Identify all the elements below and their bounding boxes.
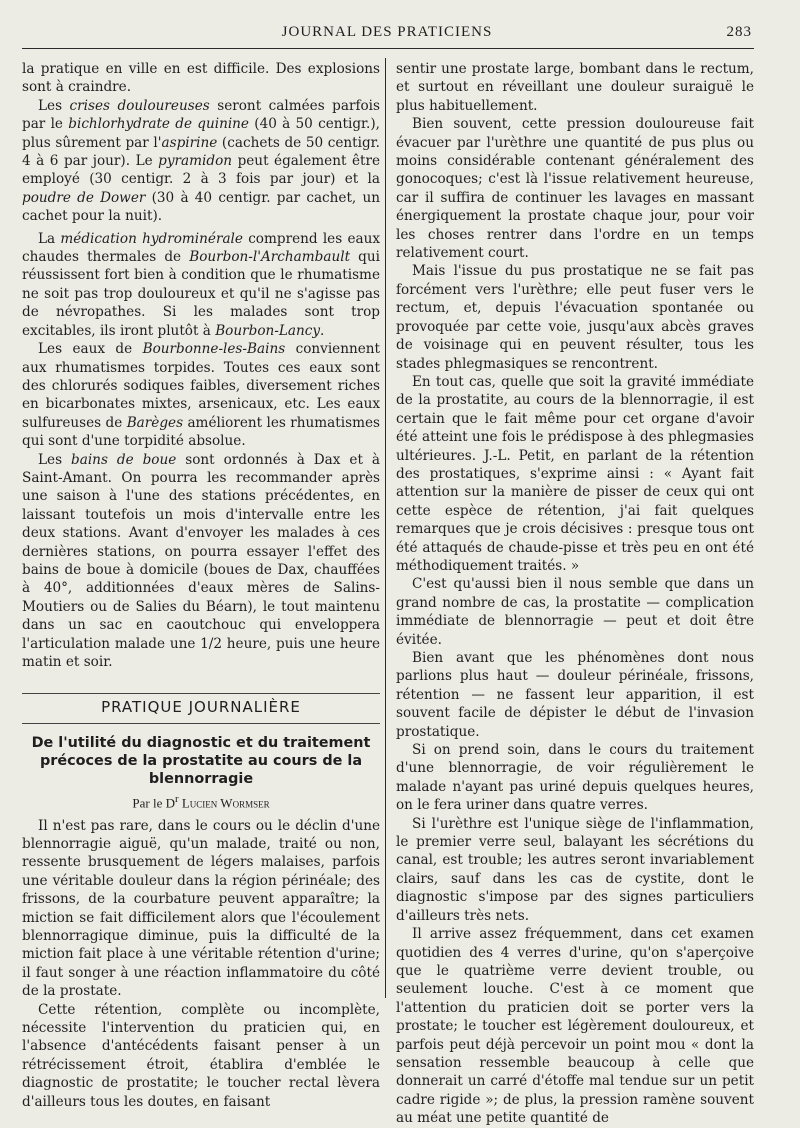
paragraph: Mais l'issue du pus prostatique ne se fait pas forcément vers l'urèthre; elle peut fuser vers le rectum, et, depuis l'évacuation spontanée ou provoquée par cette voie, jusqu'aux abcès graves de voisinage qui en peuvent résulter, tous les stades phlegmasiques se rencontrent. <box>396 263 754 372</box>
running-header <box>22 20 752 50</box>
paragraph: Si l'urèthre est l'unique siège de l'inflammation, le premier verre seul, balayant les sécrétions du canal, est trouble; les autres seront invariablement clairs, sauf dans les cas de cystite, dont le diagnostic s'impose par des signes particuliers d'ailleurs très nets. <box>396 815 754 924</box>
paragraph: La médication hydrominérale comprend les eaux chaudes thermales de Bourbon-l'Archambault qui réussissent fort bien à condition que le rhumatisme ne soit pas trop douloureux et qu'il ne s'agisse pas de névropathes. Si les malades sont trop excitables, ils iront plutôt à Bourbon-Lancy. <box>22 230 381 339</box>
byline: Par le $D^r$ Lucien Wormser <box>132 792 270 811</box>
article-title: De l'utilité du diagnostic et du traitement précoces de la prostatite au cours de la blennorragie <box>31 734 371 787</box>
paragraph: Il arrive assez fréquemment, dans cet examen quotidien des 4 verres d'urine, qu'on s'aperçoive que le quatrième verre devient trouble, ou seulement louche. C'est à ce moment que l'attention du praticien doit se porter vers la prostate; le toucher est légèrement douloureux, et parfois peut déjà percevoir un point mou « dont la sensation ressemble beaucoup à celle que donnerait un carré d'étoffe mal tendue sur un petit cadre rigide »; de plus, la pression ramène souvent au méat une petite quantité de <box>396 926 754 1127</box>
paragraph: Cette rétention, complète ou incomplète, nécessite l'intervention du praticien qui, en l'absence d'antécédents faisant penser à un rétrécissement étroit, établira d'emblée le diagnostic de prostatite; le toucher rectal lèvera d'ailleurs tous les doutes, en faisant <box>22 1001 380 1110</box>
column-divider <box>385 58 386 998</box>
paragraph: C'est qu'aussi bien il nous semble que dans un grand nombre de cas, la prostatite — complication immédiate de blennorragie — peut et doit être évitée. <box>396 576 754 648</box>
left-column <box>22 60 380 1111</box>
journal-title: JOURNAL DES PRATICIENS <box>281 24 493 40</box>
section-heading: PRATIQUE JOURNALIÈRE <box>22 693 380 723</box>
paragraph: Si on prend soin, dans le cours du traitement d'une blennorragie, de voir régulièrement le malade n'ayant pas uriné depuis quelques heures, on le fera uriner dans quatre verres. <box>396 742 754 814</box>
right-column <box>396 60 754 1128</box>
paragraph: Bien avant que les phénomènes dont nous parlions plus haut — douleur périnéale, frissons, rétention — ne fassent leur apparition, il est souvent facile de dépister le début de l'invasion prostatique. <box>396 650 754 740</box>
paragraph: la pratique en ville en est difficile. Des explosions sont à craindre. <box>22 61 380 96</box>
page-number: 283 <box>726 24 752 40</box>
paragraph: Bien souvent, cette pression douloureuse fait évacuer par l'urèthre une quantité de pus plus ou moins considérable contenant généralement des gonocoques; c'est là l'issue relativement heureuse, car il suffira de continuer les lavages en massant énergiquement la prostate chaque jour, pour voir les choses rentrer dans l'ordre en un temps relativement court. <box>396 116 754 262</box>
header-rule <box>22 48 754 49</box>
paragraph: Les eaux de Bourbonne-les-Bains conviennent aux rhumatismes torpides. Toutes ces eaux sont des chlorurés sodiques faibles, diversement riches en bicarbonates mixtes, arsenicaux, etc. Les eaux sulfureuses de Barèges améliorent les rhumatismes qui sont d'une torpidité absolue. <box>22 341 380 450</box>
paragraph: Les bains de boue sont ordonnés à Dax et à Saint-Amant. On pourra les recommander après une saison à l'une des stations précédentes, en laissant toutefois un mois d'intervalle entre les deux stations. Avant d'envoyer les malades à ces dernières stations, on pourra essayer l'effet des bains de boue à domicile (boues de Dax, chauffées à 40°, additionnées d'eaux mères de Salins-Moutiers ou de Salies du Béarn), le tout maintenu dans un sac en caoutchouc qui enveloppera l'articulation malade une 1/2 heure, puis une heure matin et soir. <box>22 451 380 670</box>
paragraph: sentir une prostate large, bombant dans le rectum, et surtout en réveillant une douleur suraiguë le plus habituellement. <box>396 61 754 114</box>
paragraph: Il n'est pas rare, dans le cours ou le déclin d'une blennorragie aiguë, qu'un malade, traité ou non, ressente brusquement de légers malaises, parfois une véritable douleur dans la région périnéale; des frissons, de la courbature peuvent apparaître; la miction se fait difficilement alors que l'écoulement blennorragique diminue, puis la difficulté de la miction fait place à une véritable rétention d'urine; il faut songer à une réaction inflammatoire du côté de la prostate. <box>22 817 380 1000</box>
paragraph: Les crises douloureuses seront calmées parfois par le bichlorhydrate de quinine (40 à 50 centigr.), plus sûrement par l'aspirine (cachets de 50 centigr. 4 à 6 par jour). Le pyramidon peut également être employé (30 centigr. 2 à 3 fois par jour) et la poudre de Dower (30 à 40 centigr. par cachet, un cachet pour la nuit). <box>22 97 381 225</box>
paragraph: En tout cas, quelle que soit la gravité immédiate de la prostatite, au cours de la blennorragie, il est certain que le fait même pour cet organe d'avoir été atteint une fois le prédispose à des phlegmasies ultérieures. J.-L. Petit, en parlant de la rétention des prostatiques, s'exprime ainsi : « Ayant fait attention sur la manière de pisser de ceux qui ont cette espèce de rétention, j'ai fait quelques remarques que je crois décisives : presque tous ont été attaqués de chaude-pisse et très peu en ont été méthodiquement traités. » <box>396 373 754 574</box>
